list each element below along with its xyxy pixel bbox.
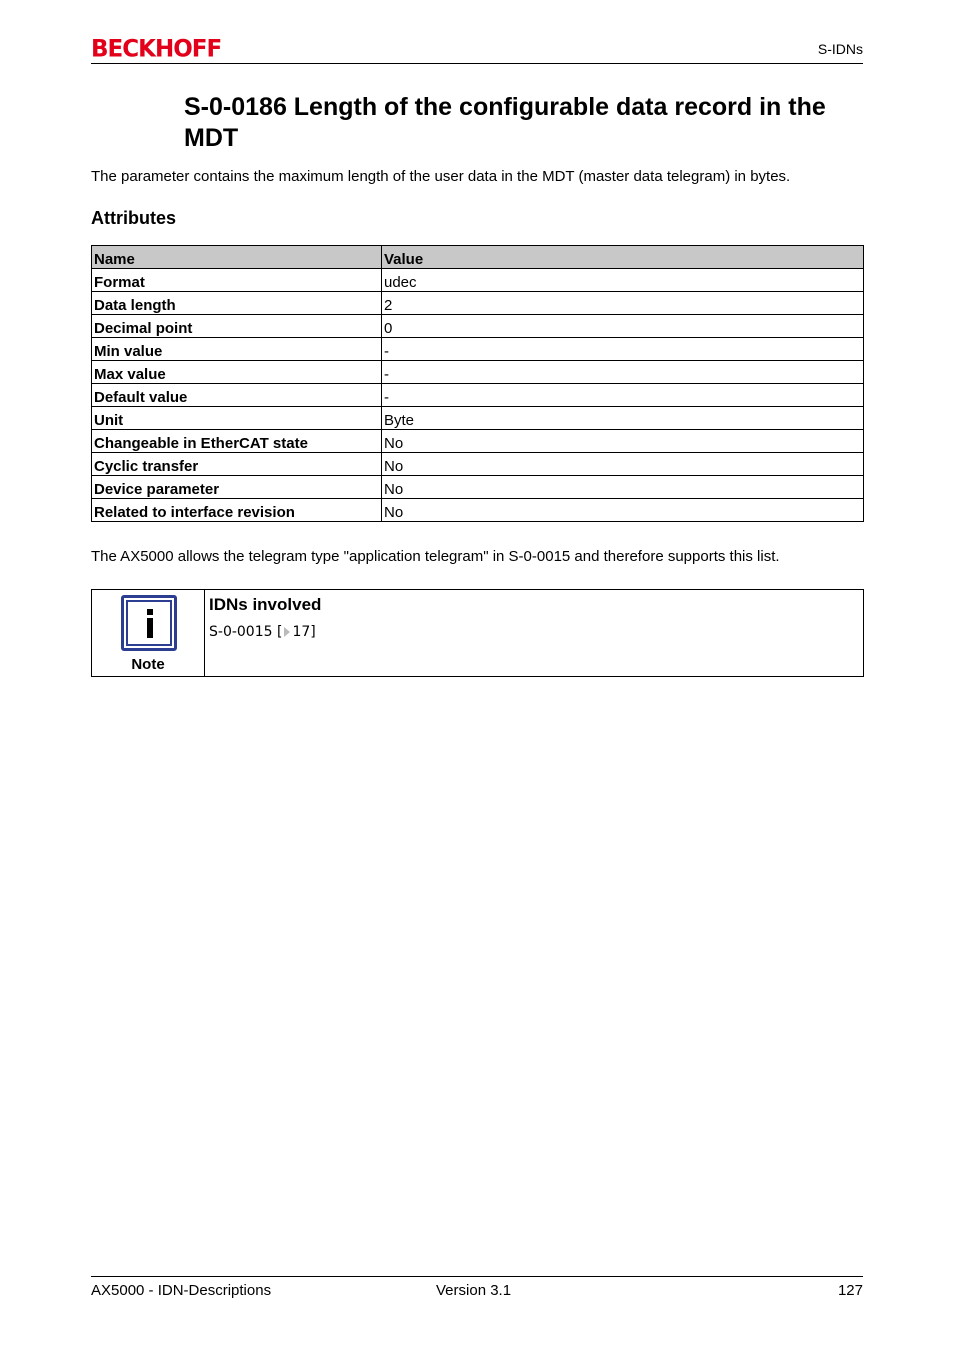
table-header-row	[92, 246, 864, 269]
footer-doc-title: AX5000 - IDN-Descriptions	[91, 1282, 272, 1299]
attr-value: 0	[382, 315, 864, 338]
table-row	[92, 430, 864, 453]
attr-value: No	[382, 476, 864, 499]
page-title: S-0-0186 Length of the configurable data record in the MDT	[184, 93, 826, 152]
table-row	[92, 361, 864, 384]
attributes-heading: Attributes	[91, 208, 176, 228]
info-icon	[121, 595, 177, 651]
ref-idn: S-0-0015	[209, 624, 273, 640]
table-row	[92, 315, 864, 338]
info-icon-dot	[147, 609, 153, 615]
attr-name: Device parameter	[92, 476, 382, 499]
attr-name: Default value	[92, 384, 382, 407]
attr-name: Related to interface revision	[92, 499, 382, 522]
ref-open-bracket: [	[276, 624, 283, 640]
note-box	[91, 589, 864, 677]
table-row	[92, 499, 864, 522]
info-icon-bar	[147, 618, 153, 638]
attr-name: Decimal point	[92, 315, 382, 338]
ref-page: 17]	[292, 624, 316, 640]
attr-name: Changeable in EtherCAT state	[92, 430, 382, 453]
note-title: IDNs involved	[209, 595, 322, 614]
attr-value: -	[382, 361, 864, 384]
note-icon-cell	[92, 590, 205, 676]
header-value: Value	[382, 246, 864, 269]
attr-value: -	[382, 384, 864, 407]
table-row	[92, 453, 864, 476]
attr-name: Max value	[92, 361, 382, 384]
attr-value: No	[382, 453, 864, 476]
table-row	[92, 384, 864, 407]
section-name: S-IDNs	[817, 41, 863, 57]
attr-name: Unit	[92, 407, 382, 430]
attr-name: Cyclic transfer	[92, 453, 382, 476]
intro-paragraph: The parameter contains the maximum length of the user data in the MDT (master data telegram) in bytes.	[91, 168, 791, 185]
table-row	[92, 338, 864, 361]
idn-reference-link[interactable]	[209, 624, 316, 640]
attr-value: No	[382, 430, 864, 453]
attr-value: 2	[382, 292, 864, 315]
header-name: Name	[92, 246, 382, 269]
attr-name: Min value	[92, 338, 382, 361]
attr-name: Format	[92, 269, 382, 292]
attr-value: No	[382, 499, 864, 522]
footer-version: Version 3.1	[436, 1282, 512, 1299]
attr-name: Data length	[92, 292, 382, 315]
support-paragraph: The AX5000 allows the telegram type "application telegram" in S-0-0015 and therefore supports this list.	[91, 548, 780, 565]
beckhoff-logo: BECKHOFF	[91, 35, 222, 63]
attr-value: -	[382, 338, 864, 361]
page-footer	[91, 1276, 863, 1299]
attr-value: udec	[382, 269, 864, 292]
attr-value: Byte	[382, 407, 864, 430]
page-link-triangle-icon	[284, 627, 290, 637]
page-header	[91, 36, 863, 64]
table-row	[92, 292, 864, 315]
attributes-table	[91, 245, 864, 522]
footer-page-number: 127	[837, 1282, 863, 1299]
table-row	[92, 407, 864, 430]
note-label: Note	[131, 656, 165, 673]
table-row	[92, 269, 864, 292]
table-row	[92, 476, 864, 499]
